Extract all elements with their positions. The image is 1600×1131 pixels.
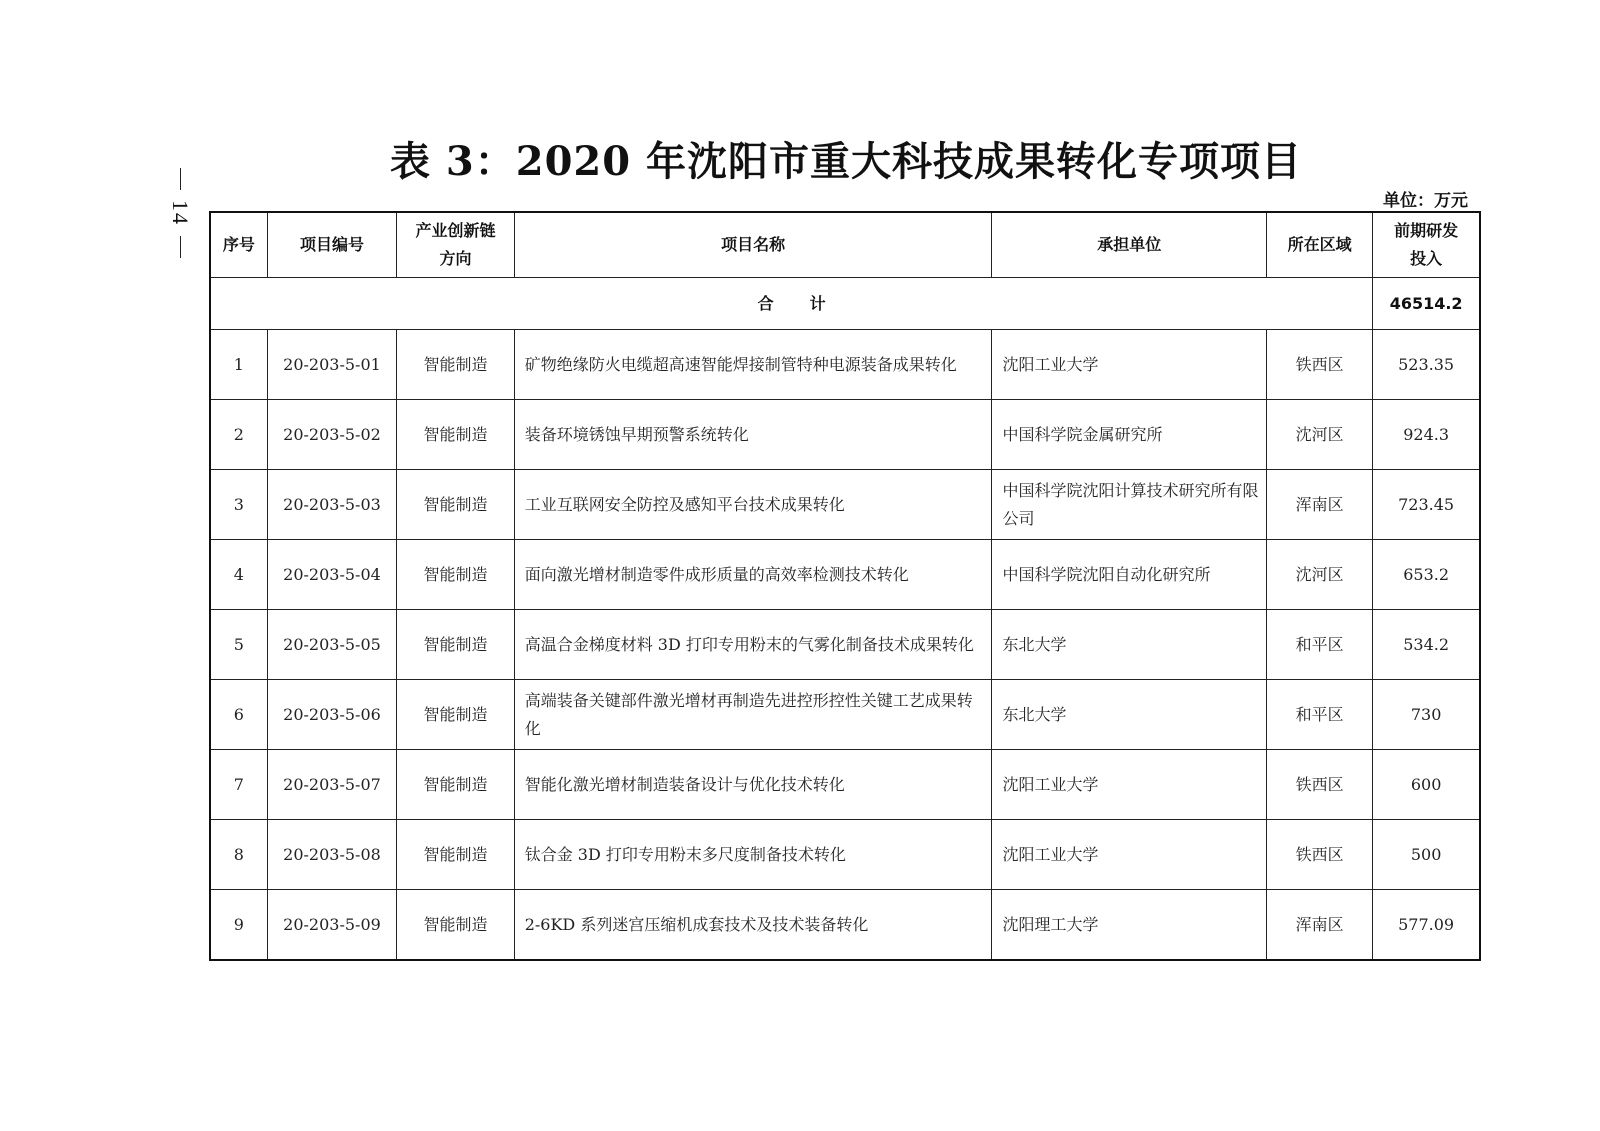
projects-table <box>209 211 1481 961</box>
header-direction-line2: 方向 <box>439 249 472 268</box>
cell-org: 东北大学 <box>992 680 1267 750</box>
cell-region: 铁西区 <box>1267 820 1373 890</box>
cell-direction: 智能制造 <box>397 890 514 961</box>
cell-seq: 9 <box>210 890 267 961</box>
cell-seq: 5 <box>210 610 267 680</box>
cell-invest: 924.3 <box>1373 400 1480 470</box>
cell-invest: 600 <box>1373 750 1480 820</box>
cell-code: 20-203-5-06 <box>267 680 397 750</box>
cell-seq: 2 <box>210 400 267 470</box>
header-seq: 序号 <box>210 212 267 278</box>
total-label: 合计 <box>757 293 862 313</box>
table-row <box>210 470 1480 540</box>
cell-seq: 8 <box>210 820 267 890</box>
cell-name: 高温合金梯度材料 3D 打印专用粉末的气雾化制备技术成果转化 <box>514 610 992 680</box>
cell-region: 铁西区 <box>1267 330 1373 400</box>
cell-org: 沈阳理工大学 <box>992 890 1267 961</box>
table-row <box>210 610 1480 680</box>
cell-name: 钛合金 3D 打印专用粉末多尺度制备技术转化 <box>514 820 992 890</box>
header-region: 所在区域 <box>1267 212 1373 278</box>
cell-org: 沈阳工业大学 <box>992 820 1267 890</box>
header-direction-line1: 产业创新链 <box>415 221 496 240</box>
cell-seq: 7 <box>210 750 267 820</box>
table-header-row <box>210 212 1480 278</box>
cell-code: 20-203-5-02 <box>267 400 397 470</box>
table-row <box>210 400 1480 470</box>
cell-invest: 577.09 <box>1373 890 1480 961</box>
header-invest <box>1373 212 1480 278</box>
page-number <box>165 168 195 288</box>
cell-code: 20-203-5-09 <box>267 890 397 961</box>
table-row <box>210 750 1480 820</box>
page-number-bottom-dash <box>180 236 181 258</box>
cell-org: 中国科学院金属研究所 <box>992 400 1267 470</box>
cell-direction: 智能制造 <box>397 330 514 400</box>
cell-direction: 智能制造 <box>397 750 514 820</box>
cell-code: 20-203-5-08 <box>267 820 397 890</box>
unit-label: 单位：万元 <box>1383 191 1468 211</box>
cell-name: 高端装备关键部件激光增材再制造先进控形控性关键工艺成果转化 <box>514 680 992 750</box>
table-row <box>210 330 1480 400</box>
total-value: 46514.2 <box>1373 278 1480 330</box>
cell-name: 2-6KD 系列迷宫压缩机成套技术及技术装备转化 <box>514 890 992 961</box>
cell-region: 铁西区 <box>1267 750 1373 820</box>
cell-direction: 智能制造 <box>397 470 514 540</box>
cell-direction: 智能制造 <box>397 820 514 890</box>
header-invest-line1: 前期研发 <box>1394 221 1459 240</box>
header-code: 项目编号 <box>267 212 397 278</box>
page-number-value: 14 <box>168 200 193 226</box>
cell-code: 20-203-5-01 <box>267 330 397 400</box>
total-row <box>210 278 1480 330</box>
cell-name: 智能化激光增材制造装备设计与优化技术转化 <box>514 750 992 820</box>
cell-org: 中国科学院沈阳计算技术研究所有限公司 <box>992 470 1267 540</box>
cell-name: 面向激光增材制造零件成形质量的高效率检测技术转化 <box>514 540 992 610</box>
cell-code: 20-203-5-05 <box>267 610 397 680</box>
cell-region: 沈河区 <box>1267 400 1373 470</box>
table-row <box>210 680 1480 750</box>
cell-invest: 723.45 <box>1373 470 1480 540</box>
cell-region: 沈河区 <box>1267 540 1373 610</box>
header-org: 承担单位 <box>992 212 1267 278</box>
cell-direction: 智能制造 <box>397 540 514 610</box>
total-label-cell <box>210 278 1373 330</box>
cell-direction: 智能制造 <box>397 680 514 750</box>
cell-org: 东北大学 <box>992 610 1267 680</box>
page-number-top-dash <box>180 168 181 190</box>
cell-seq: 4 <box>210 540 267 610</box>
header-invest-line2: 投入 <box>1410 249 1443 268</box>
cell-invest: 534.2 <box>1373 610 1480 680</box>
cell-region: 浑南区 <box>1267 470 1373 540</box>
table-row <box>210 890 1480 961</box>
cell-org: 沈阳工业大学 <box>992 750 1267 820</box>
cell-name: 装备环境锈蚀早期预警系统转化 <box>514 400 992 470</box>
cell-invest: 500 <box>1373 820 1480 890</box>
page-title: 表 3：2020 年沈阳市重大科技成果转化专项项目 <box>389 138 1302 185</box>
cell-org: 沈阳工业大学 <box>992 330 1267 400</box>
cell-region: 和平区 <box>1267 680 1373 750</box>
table-row <box>210 820 1480 890</box>
cell-region: 浑南区 <box>1267 890 1373 961</box>
cell-invest: 653.2 <box>1373 540 1480 610</box>
cell-direction: 智能制造 <box>397 400 514 470</box>
cell-direction: 智能制造 <box>397 610 514 680</box>
cell-invest: 523.35 <box>1373 330 1480 400</box>
cell-code: 20-203-5-03 <box>267 470 397 540</box>
cell-name: 矿物绝缘防火电缆超高速智能焊接制管特种电源装备成果转化 <box>514 330 992 400</box>
cell-seq: 1 <box>210 330 267 400</box>
cell-code: 20-203-5-07 <box>267 750 397 820</box>
cell-org: 中国科学院沈阳自动化研究所 <box>992 540 1267 610</box>
cell-invest: 730 <box>1373 680 1480 750</box>
cell-code: 20-203-5-04 <box>267 540 397 610</box>
header-name: 项目名称 <box>514 212 992 278</box>
table-row <box>210 540 1480 610</box>
header-direction <box>397 212 514 278</box>
cell-name: 工业互联网安全防控及感知平台技术成果转化 <box>514 470 992 540</box>
cell-region: 和平区 <box>1267 610 1373 680</box>
cell-seq: 3 <box>210 470 267 540</box>
cell-seq: 6 <box>210 680 267 750</box>
